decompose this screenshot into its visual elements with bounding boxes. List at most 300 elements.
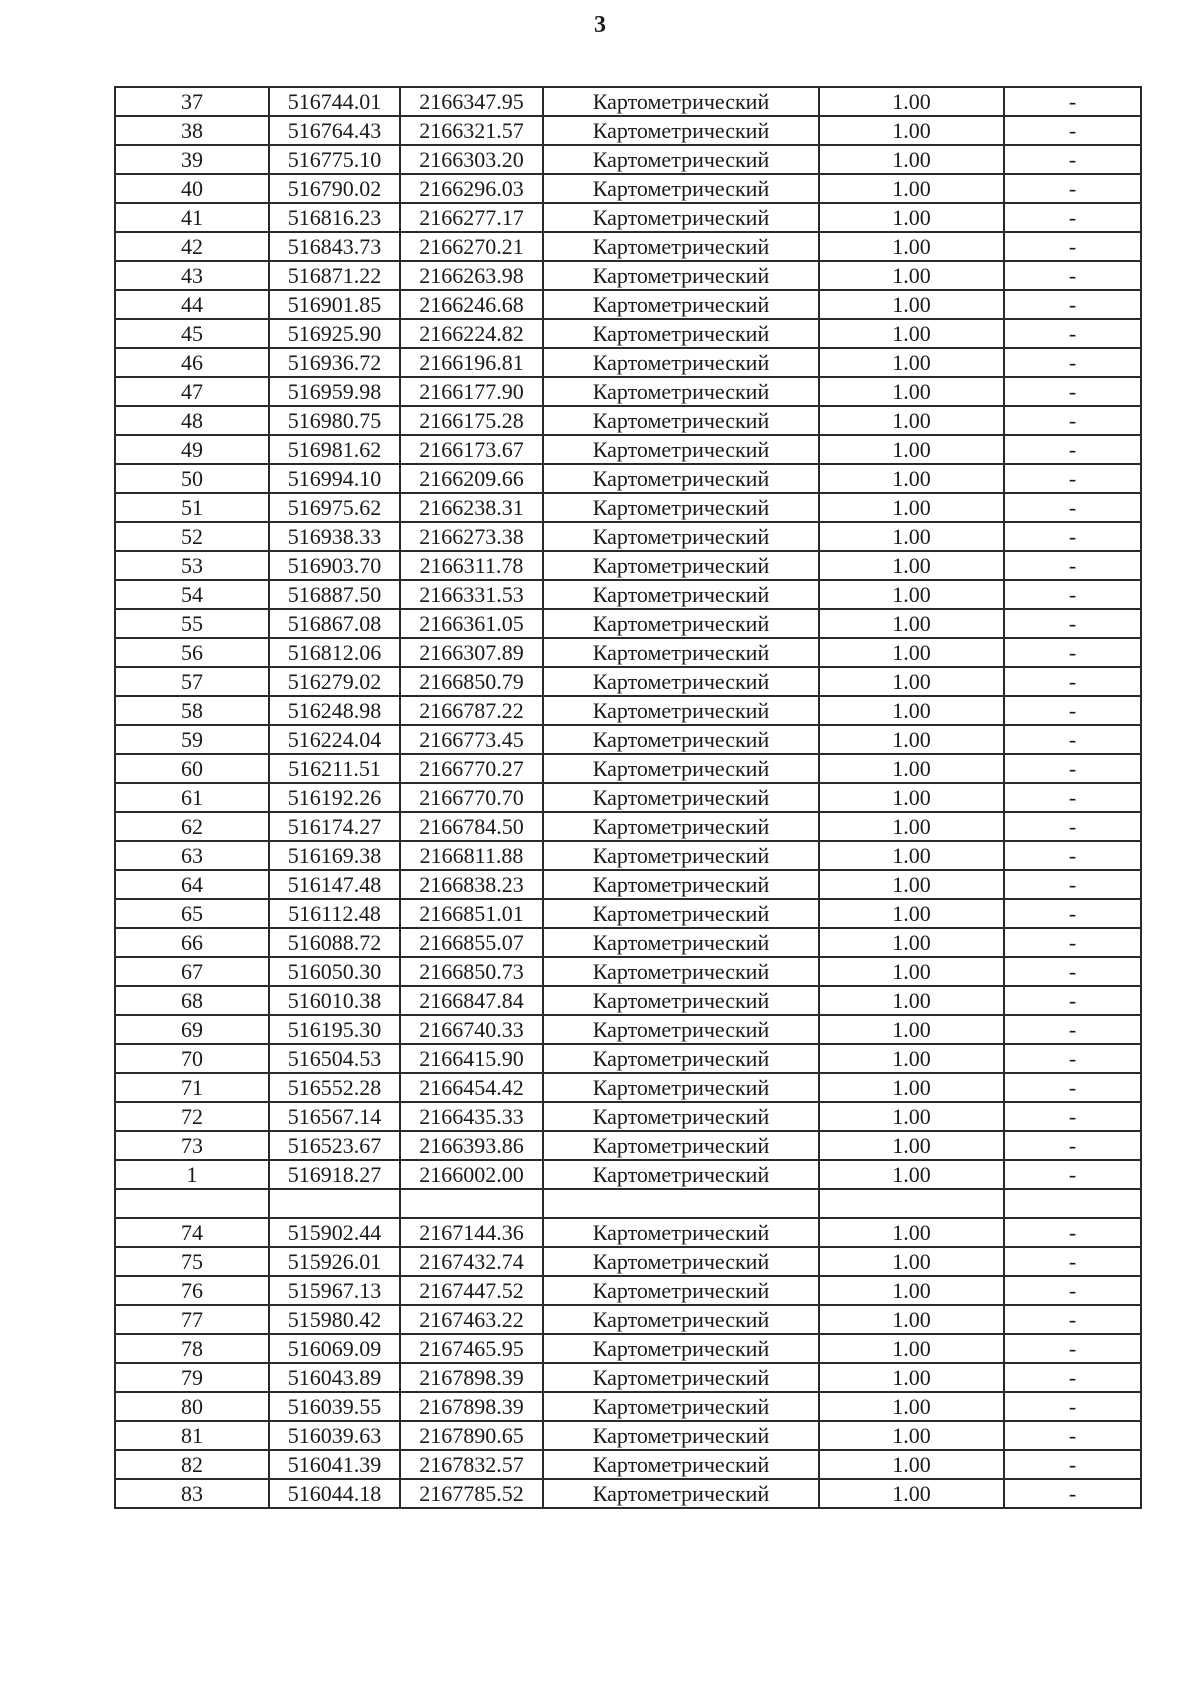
point-number-cell: 70 [115, 1044, 269, 1073]
x-coordinate-cell: 516169.38 [269, 841, 400, 870]
point-number-cell: 81 [115, 1421, 269, 1450]
x-coordinate-cell: 516195.30 [269, 1015, 400, 1044]
description-cell: - [1004, 899, 1141, 928]
point-number-cell: 55 [115, 609, 269, 638]
x-coordinate-cell: 516044.18 [269, 1479, 400, 1508]
point-number-cell: 1 [115, 1160, 269, 1189]
accuracy-cell: 1.00 [819, 551, 1004, 580]
y-coordinate-cell: 2166270.21 [400, 232, 543, 261]
point-number-cell: 76 [115, 1276, 269, 1305]
y-coordinate-cell: 2166770.27 [400, 754, 543, 783]
x-coordinate-cell: 516867.08 [269, 609, 400, 638]
table-row [115, 493, 1141, 522]
x-coordinate-cell: 516552.28 [269, 1073, 400, 1102]
point-number-cell: 82 [115, 1450, 269, 1479]
method-cell: Картометрический [543, 928, 819, 957]
point-number-cell: 58 [115, 696, 269, 725]
table-row [115, 1305, 1141, 1334]
x-coordinate-cell: 516279.02 [269, 667, 400, 696]
description-cell: - [1004, 986, 1141, 1015]
y-coordinate-cell: 2166303.20 [400, 145, 543, 174]
point-number-cell [115, 1189, 269, 1218]
x-coordinate-cell: 516981.62 [269, 435, 400, 464]
point-number-cell: 67 [115, 957, 269, 986]
x-coordinate-cell: 516775.10 [269, 145, 400, 174]
description-cell: - [1004, 1073, 1141, 1102]
x-coordinate-cell: 516050.30 [269, 957, 400, 986]
point-number-cell: 52 [115, 522, 269, 551]
y-coordinate-cell: 2166850.73 [400, 957, 543, 986]
method-cell: Картометрический [543, 87, 819, 116]
y-coordinate-cell: 2166263.98 [400, 261, 543, 290]
description-cell: - [1004, 1363, 1141, 1392]
method-cell: Картометрический [543, 899, 819, 928]
description-cell: - [1004, 638, 1141, 667]
table-row [115, 319, 1141, 348]
x-coordinate-cell: 516959.98 [269, 377, 400, 406]
accuracy-cell: 1.00 [819, 1247, 1004, 1276]
accuracy-cell: 1.00 [819, 377, 1004, 406]
table-row [115, 1276, 1141, 1305]
description-cell: - [1004, 928, 1141, 957]
y-coordinate-cell: 2166347.95 [400, 87, 543, 116]
x-coordinate-cell: 516112.48 [269, 899, 400, 928]
y-coordinate-cell: 2166740.33 [400, 1015, 543, 1044]
table-row [115, 1450, 1141, 1479]
description-cell: - [1004, 464, 1141, 493]
accuracy-cell: 1.00 [819, 1218, 1004, 1247]
description-cell: - [1004, 1334, 1141, 1363]
method-cell: Картометрический [543, 174, 819, 203]
accuracy-cell: 1.00 [819, 87, 1004, 116]
accuracy-cell: 1.00 [819, 406, 1004, 435]
description-cell: - [1004, 551, 1141, 580]
description-cell: - [1004, 203, 1141, 232]
point-number-cell: 73 [115, 1131, 269, 1160]
description-cell: - [1004, 1131, 1141, 1160]
method-cell: Картометрический [543, 957, 819, 986]
x-coordinate-cell [269, 1189, 400, 1218]
table-row [115, 1102, 1141, 1131]
method-cell: Картометрический [543, 1276, 819, 1305]
x-coordinate-cell: 516744.01 [269, 87, 400, 116]
description-cell: - [1004, 1305, 1141, 1334]
method-cell: Картометрический [543, 1102, 819, 1131]
point-number-cell: 53 [115, 551, 269, 580]
method-cell: Картометрический [543, 638, 819, 667]
table-row [115, 1363, 1141, 1392]
point-number-cell: 62 [115, 812, 269, 841]
table-row [115, 1044, 1141, 1073]
y-coordinate-cell: 2166850.79 [400, 667, 543, 696]
method-cell: Картометрический [543, 232, 819, 261]
method-cell: Картометрический [543, 1073, 819, 1102]
point-number-cell: 50 [115, 464, 269, 493]
point-number-cell: 65 [115, 899, 269, 928]
table-row [115, 638, 1141, 667]
method-cell: Картометрический [543, 667, 819, 696]
y-coordinate-cell: 2166847.84 [400, 986, 543, 1015]
point-number-cell: 61 [115, 783, 269, 812]
y-coordinate-cell: 2166277.17 [400, 203, 543, 232]
table-row [115, 899, 1141, 928]
y-coordinate-cell: 2167447.52 [400, 1276, 543, 1305]
method-cell: Картометрический [543, 203, 819, 232]
accuracy-cell: 1.00 [819, 232, 1004, 261]
accuracy-cell: 1.00 [819, 841, 1004, 870]
point-number-cell: 46 [115, 348, 269, 377]
y-coordinate-cell: 2166209.66 [400, 464, 543, 493]
table-row [115, 1189, 1141, 1218]
table-row [115, 609, 1141, 638]
method-cell: Картометрический [543, 1305, 819, 1334]
description-cell: - [1004, 174, 1141, 203]
description-cell: - [1004, 116, 1141, 145]
method-cell: Картометрический [543, 1015, 819, 1044]
table-row [115, 725, 1141, 754]
coordinates-table-body [115, 87, 1141, 1508]
x-coordinate-cell: 516043.89 [269, 1363, 400, 1392]
x-coordinate-cell: 516843.73 [269, 232, 400, 261]
y-coordinate-cell: 2166435.33 [400, 1102, 543, 1131]
method-cell: Картометрический [543, 1363, 819, 1392]
method-cell: Картометрический [543, 812, 819, 841]
x-coordinate-cell: 516211.51 [269, 754, 400, 783]
description-cell: - [1004, 261, 1141, 290]
point-number-cell: 64 [115, 870, 269, 899]
method-cell: Картометрический [543, 464, 819, 493]
table-row [115, 203, 1141, 232]
table-row [115, 145, 1141, 174]
y-coordinate-cell: 2167832.57 [400, 1450, 543, 1479]
method-cell: Картометрический [543, 1334, 819, 1363]
method-cell: Картометрический [543, 522, 819, 551]
x-coordinate-cell: 516504.53 [269, 1044, 400, 1073]
point-number-cell: 68 [115, 986, 269, 1015]
y-coordinate-cell: 2166175.28 [400, 406, 543, 435]
table-row [115, 1160, 1141, 1189]
y-coordinate-cell: 2166787.22 [400, 696, 543, 725]
point-number-cell: 41 [115, 203, 269, 232]
accuracy-cell: 1.00 [819, 1479, 1004, 1508]
coordinates-table [114, 86, 1142, 1509]
table-row [115, 1392, 1141, 1421]
description-cell: - [1004, 1102, 1141, 1131]
method-cell: Картометрический [543, 406, 819, 435]
y-coordinate-cell: 2166307.89 [400, 638, 543, 667]
accuracy-cell: 1.00 [819, 870, 1004, 899]
table-row [115, 1131, 1141, 1160]
accuracy-cell: 1.00 [819, 696, 1004, 725]
description-cell: - [1004, 1392, 1141, 1421]
x-coordinate-cell: 516816.23 [269, 203, 400, 232]
table-row [115, 957, 1141, 986]
x-coordinate-cell: 516069.09 [269, 1334, 400, 1363]
y-coordinate-cell: 2166002.00 [400, 1160, 543, 1189]
description-cell: - [1004, 1450, 1141, 1479]
method-cell: Картометрический [543, 261, 819, 290]
table-row [115, 1218, 1141, 1247]
method-cell [543, 1189, 819, 1218]
table-row [115, 1247, 1141, 1276]
y-coordinate-cell: 2166273.38 [400, 522, 543, 551]
table-row [115, 1479, 1141, 1508]
method-cell: Картометрический [543, 1479, 819, 1508]
y-coordinate-cell: 2166851.01 [400, 899, 543, 928]
method-cell: Картометрический [543, 493, 819, 522]
point-number-cell: 45 [115, 319, 269, 348]
description-cell: - [1004, 1160, 1141, 1189]
table-row [115, 348, 1141, 377]
accuracy-cell: 1.00 [819, 1015, 1004, 1044]
accuracy-cell: 1.00 [819, 928, 1004, 957]
y-coordinate-cell: 2167144.36 [400, 1218, 543, 1247]
method-cell: Картометрический [543, 696, 819, 725]
point-number-cell: 47 [115, 377, 269, 406]
table-row [115, 261, 1141, 290]
accuracy-cell: 1.00 [819, 348, 1004, 377]
y-coordinate-cell: 2167432.74 [400, 1247, 543, 1276]
table-row [115, 870, 1141, 899]
x-coordinate-cell: 516936.72 [269, 348, 400, 377]
point-number-cell: 71 [115, 1073, 269, 1102]
accuracy-cell: 1.00 [819, 1073, 1004, 1102]
table-row [115, 667, 1141, 696]
accuracy-cell [819, 1189, 1004, 1218]
table-row [115, 783, 1141, 812]
y-coordinate-cell: 2166838.23 [400, 870, 543, 899]
method-cell: Картометрический [543, 116, 819, 145]
accuracy-cell: 1.00 [819, 580, 1004, 609]
x-coordinate-cell: 516925.90 [269, 319, 400, 348]
method-cell: Картометрический [543, 580, 819, 609]
description-cell: - [1004, 1479, 1141, 1508]
description-cell: - [1004, 377, 1141, 406]
description-cell: - [1004, 493, 1141, 522]
description-cell: - [1004, 1276, 1141, 1305]
accuracy-cell: 1.00 [819, 319, 1004, 348]
point-number-cell: 66 [115, 928, 269, 957]
method-cell: Картометрический [543, 841, 819, 870]
description-cell: - [1004, 348, 1141, 377]
accuracy-cell: 1.00 [819, 899, 1004, 928]
accuracy-cell: 1.00 [819, 261, 1004, 290]
y-coordinate-cell: 2166784.50 [400, 812, 543, 841]
method-cell: Картометрический [543, 783, 819, 812]
description-cell: - [1004, 957, 1141, 986]
description-cell: - [1004, 667, 1141, 696]
y-coordinate-cell: 2166811.88 [400, 841, 543, 870]
y-coordinate-cell: 2167463.22 [400, 1305, 543, 1334]
description-cell: - [1004, 1247, 1141, 1276]
table-row [115, 406, 1141, 435]
point-number-cell: 43 [115, 261, 269, 290]
point-number-cell: 44 [115, 290, 269, 319]
point-number-cell: 79 [115, 1363, 269, 1392]
y-coordinate-cell: 2166177.90 [400, 377, 543, 406]
x-coordinate-cell: 516871.22 [269, 261, 400, 290]
accuracy-cell: 1.00 [819, 638, 1004, 667]
point-number-cell: 75 [115, 1247, 269, 1276]
y-coordinate-cell: 2167465.95 [400, 1334, 543, 1363]
table-row [115, 580, 1141, 609]
table-row [115, 696, 1141, 725]
table-row [115, 928, 1141, 957]
table-row [115, 1073, 1141, 1102]
y-coordinate-cell: 2166393.86 [400, 1131, 543, 1160]
description-cell: - [1004, 319, 1141, 348]
point-number-cell: 59 [115, 725, 269, 754]
point-number-cell: 40 [115, 174, 269, 203]
point-number-cell: 48 [115, 406, 269, 435]
description-cell: - [1004, 609, 1141, 638]
description-cell: - [1004, 145, 1141, 174]
table-row [115, 841, 1141, 870]
point-number-cell: 77 [115, 1305, 269, 1334]
x-coordinate-cell: 515926.01 [269, 1247, 400, 1276]
accuracy-cell: 1.00 [819, 1363, 1004, 1392]
y-coordinate-cell: 2166196.81 [400, 348, 543, 377]
x-coordinate-cell: 516980.75 [269, 406, 400, 435]
table-row [115, 290, 1141, 319]
x-coordinate-cell: 516192.26 [269, 783, 400, 812]
accuracy-cell: 1.00 [819, 1421, 1004, 1450]
description-cell: - [1004, 1015, 1141, 1044]
accuracy-cell: 1.00 [819, 1450, 1004, 1479]
x-coordinate-cell: 516764.43 [269, 116, 400, 145]
point-number-cell: 78 [115, 1334, 269, 1363]
page-number: 3 [594, 12, 606, 38]
x-coordinate-cell: 516147.48 [269, 870, 400, 899]
accuracy-cell: 1.00 [819, 609, 1004, 638]
y-coordinate-cell: 2166770.70 [400, 783, 543, 812]
x-coordinate-cell: 516039.55 [269, 1392, 400, 1421]
y-coordinate-cell: 2166454.42 [400, 1073, 543, 1102]
point-number-cell: 42 [115, 232, 269, 261]
x-coordinate-cell: 516887.50 [269, 580, 400, 609]
description-cell [1004, 1189, 1141, 1218]
point-number-cell: 69 [115, 1015, 269, 1044]
description-cell: - [1004, 580, 1141, 609]
y-coordinate-cell: 2166311.78 [400, 551, 543, 580]
description-cell: - [1004, 435, 1141, 464]
accuracy-cell: 1.00 [819, 667, 1004, 696]
method-cell: Картометрический [543, 290, 819, 319]
point-number-cell: 37 [115, 87, 269, 116]
method-cell: Картометрический [543, 145, 819, 174]
method-cell: Картометрический [543, 435, 819, 464]
x-coordinate-cell: 516790.02 [269, 174, 400, 203]
accuracy-cell: 1.00 [819, 522, 1004, 551]
accuracy-cell: 1.00 [819, 1131, 1004, 1160]
table-row [115, 1421, 1141, 1450]
method-cell: Картометрический [543, 609, 819, 638]
y-coordinate-cell: 2166224.82 [400, 319, 543, 348]
table-row [115, 116, 1141, 145]
description-cell: - [1004, 1044, 1141, 1073]
method-cell: Картометрический [543, 1392, 819, 1421]
method-cell: Картометрический [543, 319, 819, 348]
x-coordinate-cell: 516938.33 [269, 522, 400, 551]
point-number-cell: 54 [115, 580, 269, 609]
method-cell: Картометрический [543, 1421, 819, 1450]
table-row [115, 464, 1141, 493]
x-coordinate-cell: 516994.10 [269, 464, 400, 493]
y-coordinate-cell: 2166296.03 [400, 174, 543, 203]
method-cell: Картометрический [543, 1131, 819, 1160]
x-coordinate-cell: 516975.62 [269, 493, 400, 522]
x-coordinate-cell: 515902.44 [269, 1218, 400, 1247]
point-number-cell: 72 [115, 1102, 269, 1131]
accuracy-cell: 1.00 [819, 1102, 1004, 1131]
method-cell: Картометрический [543, 551, 819, 580]
accuracy-cell: 1.00 [819, 957, 1004, 986]
y-coordinate-cell: 2166173.67 [400, 435, 543, 464]
x-coordinate-cell: 516010.38 [269, 986, 400, 1015]
method-cell: Картометрический [543, 870, 819, 899]
accuracy-cell: 1.00 [819, 1044, 1004, 1073]
method-cell: Картометрический [543, 725, 819, 754]
accuracy-cell: 1.00 [819, 435, 1004, 464]
accuracy-cell: 1.00 [819, 1334, 1004, 1363]
method-cell: Картометрический [543, 754, 819, 783]
table-row [115, 377, 1141, 406]
y-coordinate-cell: 2166855.07 [400, 928, 543, 957]
table-row [115, 812, 1141, 841]
x-coordinate-cell: 516901.85 [269, 290, 400, 319]
y-coordinate-cell: 2167890.65 [400, 1421, 543, 1450]
point-number-cell: 60 [115, 754, 269, 783]
description-cell: - [1004, 522, 1141, 551]
table-row [115, 1334, 1141, 1363]
accuracy-cell: 1.00 [819, 464, 1004, 493]
description-cell: - [1004, 725, 1141, 754]
accuracy-cell: 1.00 [819, 812, 1004, 841]
x-coordinate-cell: 516174.27 [269, 812, 400, 841]
accuracy-cell: 1.00 [819, 203, 1004, 232]
accuracy-cell: 1.00 [819, 1276, 1004, 1305]
x-coordinate-cell: 516918.27 [269, 1160, 400, 1189]
accuracy-cell: 1.00 [819, 116, 1004, 145]
x-coordinate-cell: 516812.06 [269, 638, 400, 667]
x-coordinate-cell: 516567.14 [269, 1102, 400, 1131]
table-row [115, 986, 1141, 1015]
description-cell: - [1004, 232, 1141, 261]
point-number-cell: 51 [115, 493, 269, 522]
table-row [115, 87, 1141, 116]
table-row [115, 174, 1141, 203]
point-number-cell: 39 [115, 145, 269, 174]
x-coordinate-cell: 515980.42 [269, 1305, 400, 1334]
method-cell: Картометрический [543, 348, 819, 377]
y-coordinate-cell: 2166361.05 [400, 609, 543, 638]
description-cell: - [1004, 870, 1141, 899]
accuracy-cell: 1.00 [819, 290, 1004, 319]
table-row [115, 754, 1141, 783]
point-number-cell: 57 [115, 667, 269, 696]
method-cell: Картометрический [543, 377, 819, 406]
description-cell: - [1004, 406, 1141, 435]
y-coordinate-cell: 2166321.57 [400, 116, 543, 145]
description-cell: - [1004, 783, 1141, 812]
description-cell: - [1004, 87, 1141, 116]
description-cell: - [1004, 812, 1141, 841]
point-number-cell: 63 [115, 841, 269, 870]
accuracy-cell: 1.00 [819, 754, 1004, 783]
accuracy-cell: 1.00 [819, 783, 1004, 812]
description-cell: - [1004, 841, 1141, 870]
table-row [115, 1015, 1141, 1044]
